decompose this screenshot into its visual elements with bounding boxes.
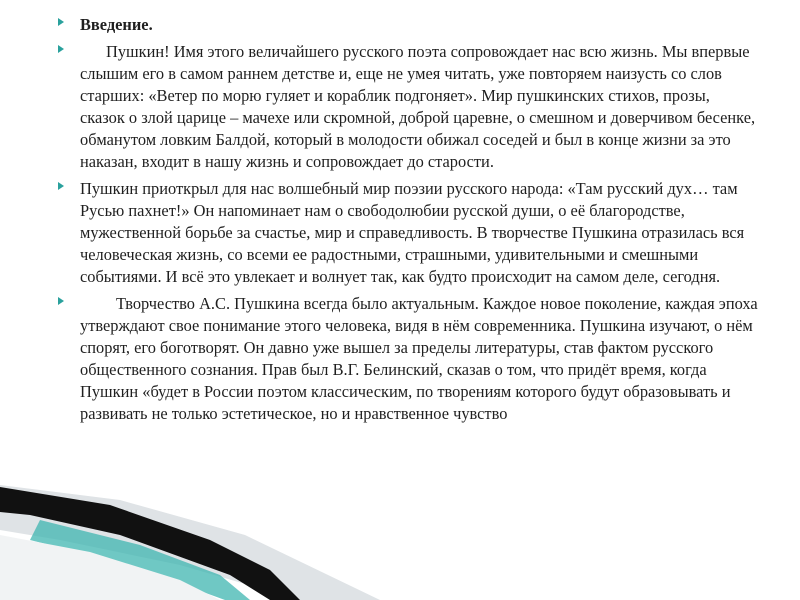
paragraph-1-text: Пушкин! Имя этого величайшего русского поэта сопровождает нас всю жизнь. Мы впервые слышим его в самом раннем детстве и, еще не умея читать, уже повторяем наизусть со слов старших: «Ветер по морю гуляет и кораблик подгоняет». Мир пушкинских стихов, прозы, сказок о злой царице – мачехе или скромной, доброй царевне, о смешном и доверчивом бесенке, обманутом ловким Балдой, который в молодости обижал соседей и был в конце жизни за это наказан, входит в нашу жизнь и сопровождает до старости. [80,42,756,171]
swoosh-light [0,485,380,600]
swoosh-gray [0,535,220,600]
swoosh-teal [30,520,250,600]
triangle-bullet-icon [58,182,64,190]
bullet-intro-heading [58,14,758,36]
triangle-bullet-icon [58,18,64,26]
triangle-bullet-icon [58,297,64,305]
bullet-paragraph-2 [58,178,758,288]
bullet-paragraph-3 [58,293,758,425]
paragraph-2-text: Пушкин приоткрыл для нас волшебный мир поэзии русского народа: «Там русский дух… там Русью пахнет!» Он напоминает нам о свободолюбии русской души, о её благородстве, мужественной борьбе за счастье, мир и справедливость. В творчестве Пушкина отразилась вся человеческая жизнь, со всеми ее радостными, страшными, удивительными и смешными событиями. И всё это увлекает и волнует так, как будто происходит на самом деле, сегодня. [80,179,745,286]
bullet-paragraph-1 [58,41,758,173]
paragraph-3-text: Творчество А.С. Пушкина всегда было актуальным. Каждое новое поколение, каждая эпоха утверждают свое понимание этого человека, видя в нём современника. Пушкина изучают, о нём спорят, его боготворят. Он давно уже вышел за пределы литературы, став фактом русского общественного сознания. Прав был В.Г. Белинский, сказав о том, что придёт время, когда Пушкин «будет в России поэтом классическим, по творениям которого будут образовывать и развивать не только эстетическое, но и нравственное чувство [80,294,758,423]
triangle-bullet-icon [58,45,64,53]
slide-content [58,14,758,430]
swoosh-dark [0,487,300,600]
intro-heading-text: Введение. [80,15,153,34]
